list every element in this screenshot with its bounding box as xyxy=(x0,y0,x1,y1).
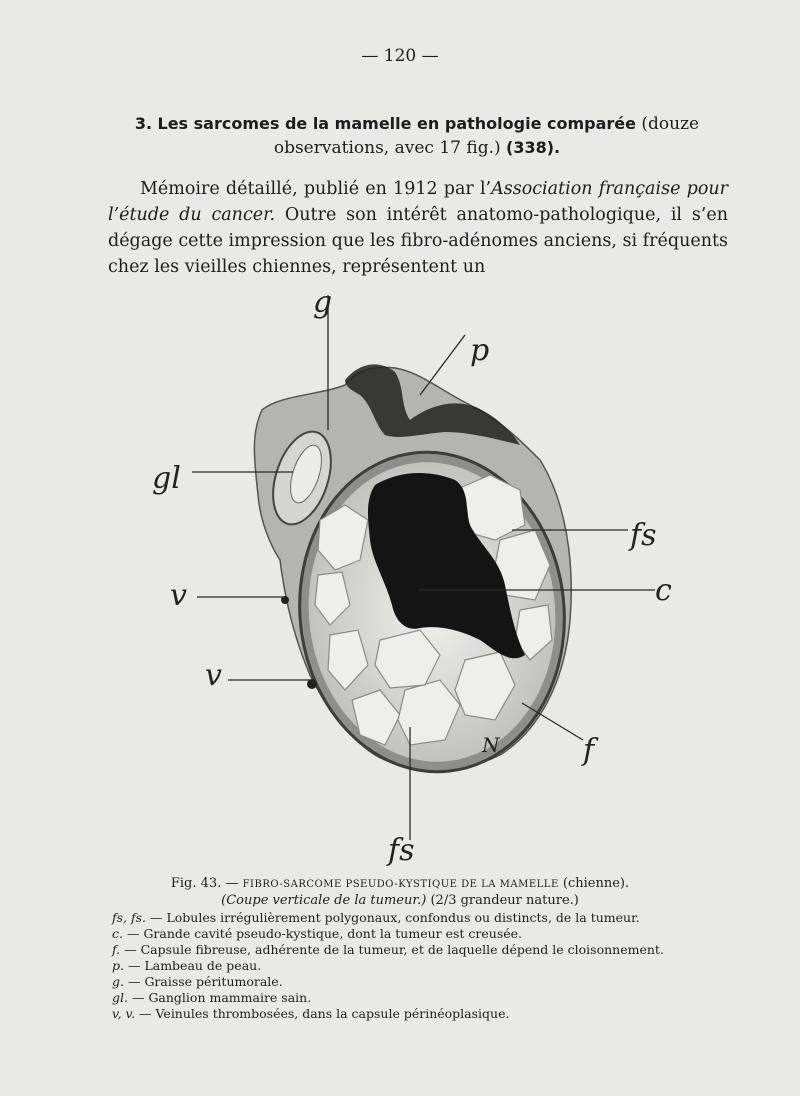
body-paragraph xyxy=(108,176,728,280)
label-gl: gl xyxy=(152,461,181,496)
legend-text: — Graisse péritumorale. xyxy=(127,974,283,989)
section-number: 3. xyxy=(134,114,153,133)
label-p: p xyxy=(470,333,490,368)
caption-italic: (Coupe verticale de la tumeur.) xyxy=(221,893,427,908)
legend-row xyxy=(112,958,672,974)
label-c: c xyxy=(655,573,672,608)
legend-key: gl. xyxy=(112,990,128,1005)
section-reference: (338). xyxy=(506,138,561,157)
paragraph-text-1: Mémoire détaillé, publié en 1912 par l’ xyxy=(140,179,492,199)
label-v1: v xyxy=(170,578,187,613)
legend-row xyxy=(112,910,672,926)
label-g: g xyxy=(313,285,333,320)
label-n: N xyxy=(482,733,500,757)
legend-row xyxy=(112,990,672,1006)
paragraph-italic: Association française pour l’étude du cancer. xyxy=(108,179,728,225)
figure-legend xyxy=(112,910,672,1022)
legend-text: — Ganglion mammaire sain. xyxy=(131,990,312,1005)
section-detail: (douze observations, avec 17 fig.) xyxy=(273,114,700,158)
legend-text: — Veinules thrombosées, dans la capsule périnéoplasique. xyxy=(139,1006,510,1021)
legend-key: fs, fs. xyxy=(112,910,147,925)
caption-scale: (2/3 grandeur nature.) xyxy=(430,893,579,908)
legend-key: f. xyxy=(112,942,121,957)
label-f: f xyxy=(583,733,595,768)
paragraph-text-2: Outre son intérêt anatomo-pathologique, il s’en dégage cette impression que les fibro-adénomes anciens, si fréquents chez les vieilles chiennes, représentent un xyxy=(108,205,728,277)
tumor-illustration xyxy=(0,270,800,870)
legend-row xyxy=(112,1006,672,1022)
label-fs-right: fs xyxy=(630,518,657,553)
legend-row xyxy=(112,926,672,942)
legend-key: v, v. xyxy=(112,1006,136,1021)
legend-row xyxy=(112,974,672,990)
legend-key: p. xyxy=(112,958,124,973)
legend-text: — Capsule fibreuse, adhérente de la tumeur, et de laquelle dépend le cloisonnement. xyxy=(124,942,664,957)
caption-species: (chienne). xyxy=(562,876,630,891)
section-heading xyxy=(108,112,726,160)
legend-key: c. xyxy=(112,926,123,941)
legend-text: — Lambeau de peau. xyxy=(127,958,262,973)
section-title: Les sarcomes de la mamelle en pathologie comparée xyxy=(157,114,636,133)
caption-prefix: Fig. 43. — xyxy=(170,876,239,891)
label-fs-bottom: fs xyxy=(388,833,415,868)
label-v2: v xyxy=(205,658,222,693)
caption-title: FIBRO-SARCOME PSEUDO-KYSTIQUE DE LA MAMELLE xyxy=(242,879,559,890)
legend-text: — Lobules irrégulièrement polygonaux, confondus ou distincts, de la tumeur. xyxy=(150,910,640,925)
figure-caption xyxy=(0,876,800,909)
legend-text: — Grande cavité pseudo-kystique, dont la tumeur est creusée. xyxy=(126,926,523,941)
legend-row xyxy=(112,942,672,958)
legend-key: g. xyxy=(112,974,124,989)
page-number: — 120 — xyxy=(361,46,439,66)
